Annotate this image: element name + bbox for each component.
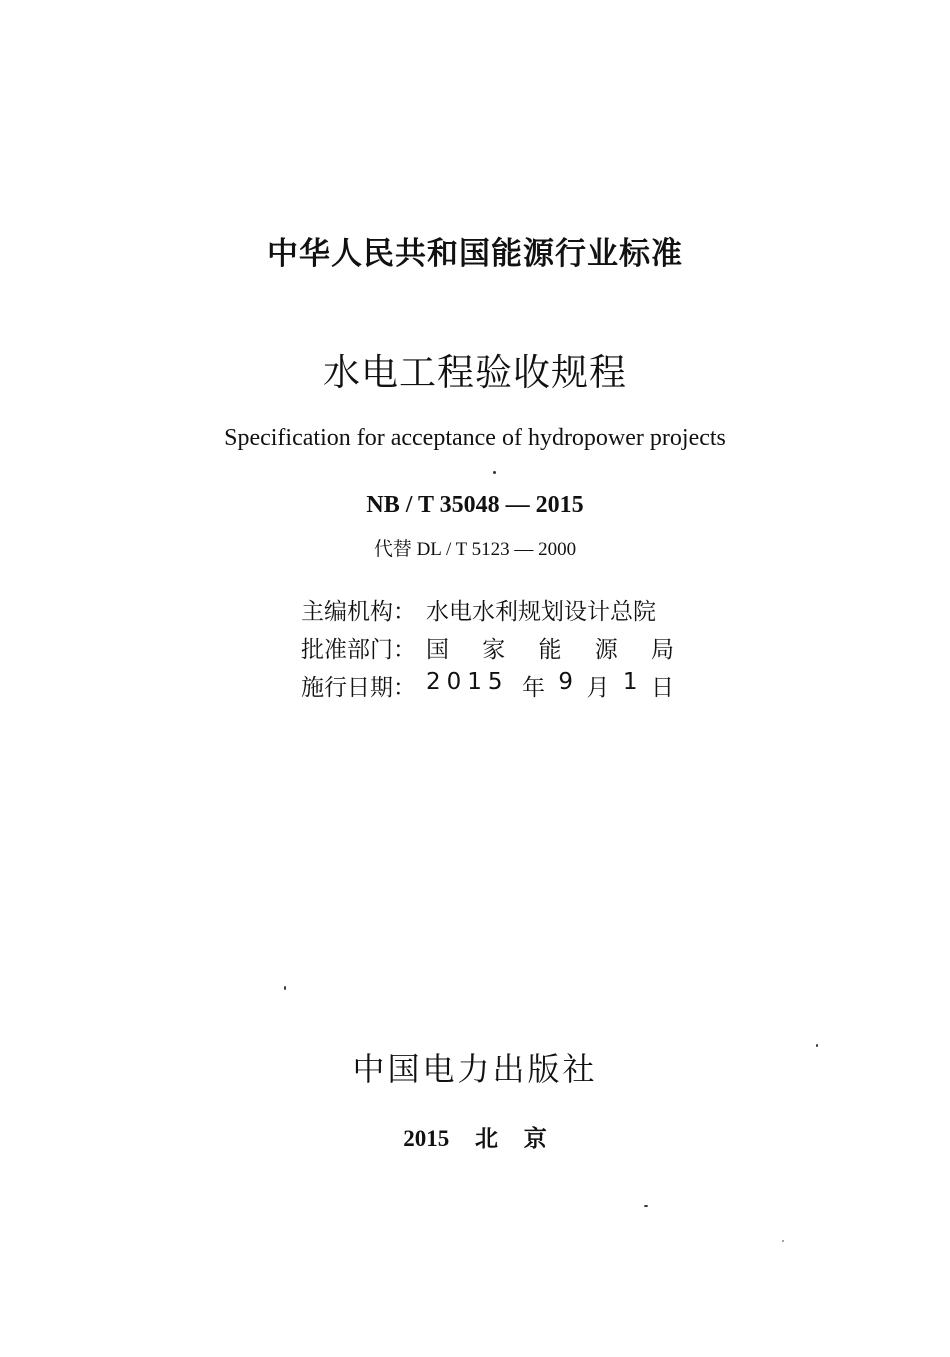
effective-date-label: 施行日期： xyxy=(301,675,416,701)
scan-speck xyxy=(816,1044,818,1047)
effective-year-unit: 年 xyxy=(521,675,545,701)
scan-speck xyxy=(284,986,286,990)
approver-label: 批准部门： xyxy=(301,637,416,663)
approver-char: 源 xyxy=(594,637,618,663)
effective-month-unit: 月 xyxy=(586,675,610,701)
scan-speck xyxy=(493,471,496,474)
publication-city-char: 北 xyxy=(475,1126,498,1151)
effective-day: 1 xyxy=(622,669,638,695)
effective-day-unit: 日 xyxy=(650,675,674,701)
approver-char: 能 xyxy=(538,637,562,663)
scan-speck xyxy=(782,1240,784,1242)
title-english: Specification for acceptance of hydropower projects xyxy=(224,425,726,451)
title-chinese: 水电工程验收规程 xyxy=(323,351,627,394)
effective-year: 2015 xyxy=(426,669,509,695)
publisher-name: 中国电力出版社 xyxy=(352,1050,598,1088)
standard-code: NB / T 35048 — 2015 xyxy=(366,492,584,518)
replaces-standard: 代替 DL / T 5123 — 2000 xyxy=(373,539,577,560)
publication-year: 2015 xyxy=(403,1126,450,1151)
effective-date-value xyxy=(426,669,674,702)
approver-value xyxy=(426,631,674,664)
publication-year-city xyxy=(0,1120,950,1153)
approver-char: 家 xyxy=(482,637,506,663)
approver-char: 国 xyxy=(426,637,449,663)
publication-city-char: 京 xyxy=(523,1126,547,1151)
effective-month: 9 xyxy=(558,669,574,695)
editor-value: 水电水利规划设计总院 xyxy=(426,599,656,625)
approver-char: 局 xyxy=(651,637,674,663)
editor-label: 主编机构： xyxy=(301,599,416,625)
scan-speck xyxy=(644,1205,648,1207)
industry-standard-heading: 中华人民共和国能源行业标准 xyxy=(267,236,683,272)
